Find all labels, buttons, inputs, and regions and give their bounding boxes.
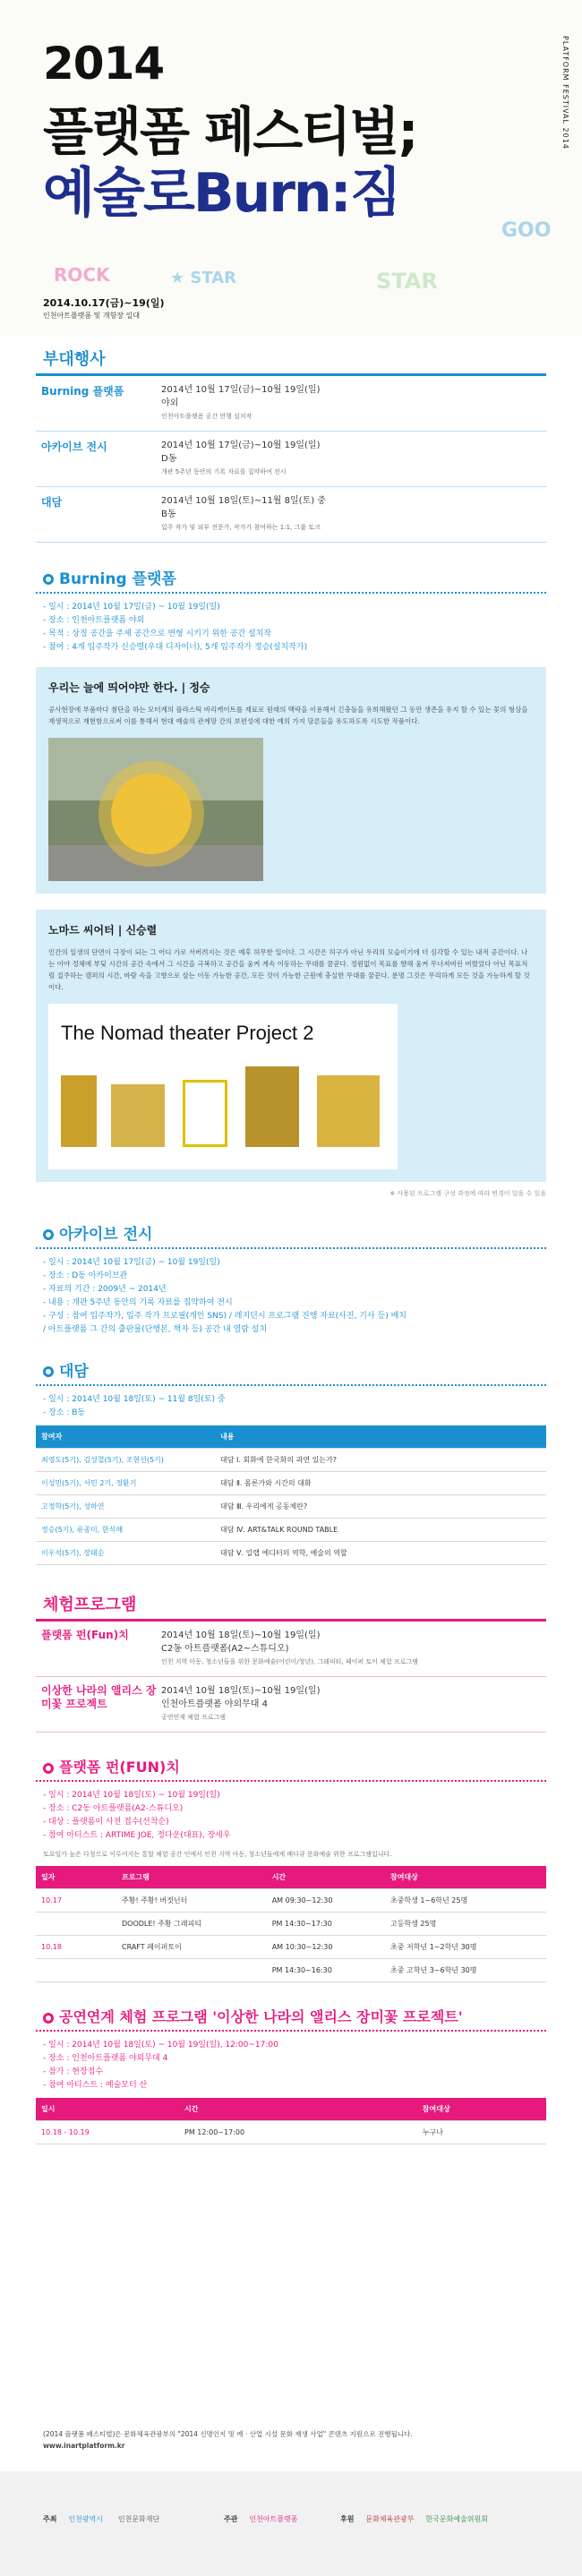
row-note: 개관 5주년 동안의 기록 자료를 집약하여 전시: [161, 468, 287, 475]
table-header: [36, 1866, 546, 1889]
table-cell: 초중학생 1~6학년 25명: [385, 1889, 546, 1913]
list-item: - 장소 : C2동 아트플랫폼(A2-스튜디오): [43, 1804, 184, 1813]
table-cell: 10.18 - 10.19: [36, 2121, 179, 2144]
section-title: [0, 2006, 582, 2026]
table-row: [36, 2121, 546, 2144]
row-value: 2014년 10월 17일(금)~10월 19일(일): [161, 385, 321, 395]
experience-section: [0, 1565, 582, 1733]
burning-section: [0, 543, 582, 1198]
section-title-text: Burning 플랫폼: [59, 570, 176, 588]
hero-vertical: PLATFORM FESTIVAL 2014: [561, 36, 569, 150]
section-title: 체험프로그램: [43, 1596, 137, 1614]
hero-date: 2014.10.17(금)~19(일): [43, 297, 165, 309]
circle-icon: [43, 574, 54, 585]
fun-table: [36, 1866, 546, 1982]
list-item: - 구성 : 참여 입주작가, 입주 작가 프로필(개인 SNS) / 레지던시 프로그램 진행 자료(사진, 기사 등) 배치: [43, 1312, 407, 1321]
row-note: 인천아트플랫폼 공간 연행 설치작: [161, 413, 252, 420]
list-item: [36, 1622, 546, 1677]
row-value: B동: [161, 509, 176, 519]
organizer-label: 주관: [224, 2515, 238, 2523]
list-item: - 일시 : 2014년 10월 18일(토) ~ 10월 19일(일), 12:00~17:00: [43, 2041, 278, 2050]
section-title: 부대행사: [43, 350, 106, 369]
section-title-text: 아카이브 전시: [59, 1226, 153, 1244]
circle-icon: [43, 2013, 54, 2024]
row-key: 플랫폼 펀(Fun)치: [41, 1629, 129, 1641]
row-note: 입주 작가 및 외부 전문가, 작가가 참여하는 1:1, 그룹 토크: [161, 524, 321, 531]
artwork-box: [36, 667, 546, 894]
section-title-text: 플랫폼 펀(FUN)치: [59, 1759, 180, 1776]
doodle-star: ★ STAR: [170, 269, 237, 287]
list-item: - 일시 : 2014년 10월 17일(금) ~ 10월 19일(일): [43, 603, 220, 612]
footer-host: [43, 2514, 159, 2524]
table-cell: 대담 Ⅱ. 몸론가와 시간의 대화: [215, 1472, 546, 1495]
artwork-photo: [48, 738, 263, 881]
circle-icon: [43, 1366, 54, 1377]
column-header: 시간: [267, 1866, 385, 1889]
table-cell: 이우석(5기), 장태순: [36, 1542, 215, 1565]
info-list: [0, 2032, 582, 2098]
section-title: [0, 1221, 582, 1244]
doodle-star2: STAR: [376, 269, 438, 294]
side-events: [0, 336, 582, 543]
section-title-text: 대담: [59, 1363, 89, 1381]
list-item: - 장소 : B동: [43, 1408, 86, 1417]
list-item: - 참가 : 현장접수: [43, 2067, 104, 2076]
list-item: - 참여 : 4개 입주작가 신승렬(우대 디자이너), 5개 입주작가 정승(설치작가): [43, 643, 308, 652]
hero-subtitle: 예술로Burn:짐: [43, 162, 400, 225]
row-value: 야외: [161, 398, 179, 408]
table-row: [36, 1495, 546, 1519]
sponsor-label: 후원: [340, 2515, 355, 2523]
organizer-logo: 인천아트플랫폼: [249, 2515, 298, 2523]
circle-icon: [43, 1229, 54, 1240]
table-row: [36, 1472, 546, 1495]
list-item: - 일시 : 2014년 10월 18일(토) ~ 11월 8일(토) 중: [43, 1395, 226, 1404]
table-cell: 10.18: [36, 1936, 116, 1959]
table-cell: 누구나: [417, 2121, 546, 2144]
table-row: [36, 1519, 546, 1542]
column-header: 프로그램: [116, 1866, 267, 1889]
section-title-text: 공연연계 체험 프로그램 '이상한 나라의 앨리스 장미꽃 프로젝트': [59, 2008, 463, 2025]
hero-place: 인천아트플랫폼 및 개항장 일대: [43, 312, 141, 320]
caption: ※ 사용된 프로그램 구성 과정에 따라 변경이 있을 수 있음: [389, 1190, 546, 1197]
table-cell: 대담 Ⅴ. 일랩 에디터의 역학, 예술의 역할: [215, 1542, 546, 1565]
list-item: - 참여 아티스트 : 예술모터 산: [43, 2081, 148, 2090]
list-item: - 일시 : 2014년 10월 18일(토) ~ 10월 19일(일): [43, 1791, 220, 1800]
table-row: [36, 1542, 546, 1565]
list-item: - 참여 아티스트 : ARTIME JOE, 정다운(대표), 장세우: [43, 1831, 231, 1840]
row-key: 대담: [41, 496, 63, 509]
row-value: C2동 아트플랫폼(A2~스튜디오): [161, 1644, 289, 1654]
section-title: [0, 566, 582, 588]
row-value: 2014년 10월 18일(토)~10월 19일(일): [161, 1630, 321, 1640]
info-list: [0, 1782, 582, 1843]
section-title: [0, 1358, 582, 1381]
list-item: - 자료의 기간 : 2009년 ~ 2014년: [43, 1285, 167, 1294]
row-value: 인천아트플랫폼 야외무대 4: [161, 1699, 268, 1709]
hero-banner: [0, 0, 582, 336]
row-value: D동: [161, 454, 177, 464]
row-value: 2014년 10월 18일(토)~10월 19일(일): [161, 1686, 321, 1696]
list-item: [36, 432, 546, 487]
section-title: [0, 1756, 582, 1776]
table-cell: 대담 Ⅰ. 회화에 한국화의 과연 있는가?: [215, 1449, 546, 1472]
table-header: [36, 2098, 546, 2121]
list-item: - 일시 : 2014년 10월 17일(금) ~ 10월 19일(일): [43, 1258, 220, 1267]
table-cell: AM 10:30~12:30: [267, 1936, 385, 1959]
list-item: / 아트플랫폼 그 간의 출판물(단행본, 책자 등) 공간 내 열람 설치: [43, 1325, 268, 1334]
project-image: [48, 1004, 398, 1169]
table-cell: DOODLE! 주황 그래피티: [116, 1913, 267, 1936]
info-list: [0, 1386, 582, 1425]
sponsor-logo: 문화체육관광부: [365, 2515, 415, 2523]
table-row: [36, 1913, 546, 1936]
column-header: 시간: [179, 2098, 417, 2121]
row-key: 이상한 나라의 앨리스 장미꽃 프로젝트: [41, 1684, 157, 1710]
notice-text: (2014 플랫폼 페스티벌)은 문화체육관광부의 "2014 신명인지 및 예 · 산업 시설 문화 재생 사업" 콘텐츠 지원으로 진행됩니다.: [43, 2430, 413, 2438]
column-header: 일자: [36, 1866, 116, 1889]
box-title: 우리는 늘에 띄어야만 한다. | 정승: [48, 681, 210, 694]
table-cell: 주황! 주황! 버젓닌터: [116, 1889, 267, 1913]
table-row: [36, 1889, 546, 1913]
archive-section: [0, 1198, 582, 1337]
website-link[interactable]: www.inartplatform.kr: [43, 2442, 125, 2450]
column-header: 참여자: [36, 1425, 215, 1449]
table-cell: 정승(5기), 류종미, 한석해: [36, 1519, 215, 1542]
host-label: 주최: [43, 2515, 57, 2523]
list-item: [36, 1677, 546, 1733]
table-cell: 대담 Ⅳ. ART&TALK ROUND TABLE: [215, 1519, 546, 1542]
column-header: 내용: [215, 1425, 546, 1449]
footer-sponsor: [340, 2514, 488, 2524]
note: 토요일가 높은 다청으로 이루어지는 통합 체험 공간 인에서 인천 지역 아동, 청소년들에게 배다큐 문화예술 위한 프로그램입니다.: [43, 1851, 392, 1858]
table-cell: PM 14:30~16:30: [267, 1959, 385, 1982]
box-text: 공사현장에 부품마다 첨단을 하는 모터계의 플라스틱 바리케이트를 재료로 원래의 맥락을 이용해서 긴충돌을 유희해왔던 그 동안 생존을 유지 할 수 있는 꽃의 형상을 재생적으로 재현함으로써 이를 통해서 현대 예술의 관계망 간의 보편성에 대한 예의 가지 담론들을 유도하도록 시도한 작품이다.: [48, 706, 528, 725]
table-row: [36, 1449, 546, 1472]
alice-section: [0, 1982, 582, 2144]
list-item: - 장소 : 인천아트플랫폼 야외: [43, 616, 145, 625]
table-cell: 초중 고학년 3~6학년 30명: [385, 1959, 546, 1982]
table-cell: [36, 1959, 116, 1982]
list-item: - 대상 : 플랫폼이 사전 접수(선착순): [43, 1818, 169, 1827]
table-cell: CRAFT 페이퍼토이: [116, 1936, 267, 1959]
info-list: [0, 1249, 582, 1337]
sponsor-logo2: 한국문화예술위원회: [425, 2515, 488, 2523]
row-value: 2014년 10월 17일(금)~10월 19일(일): [161, 441, 321, 450]
row-key: 아카이브 전시: [41, 441, 107, 453]
table-cell: 최영도(5기), 김성철(5기), 조현선(5기): [36, 1449, 215, 1472]
alice-table: [36, 2098, 546, 2144]
table-row: [36, 1936, 546, 1959]
row-value: 2014년 10월 18일(토)~11월 8일(토) 중: [161, 496, 326, 506]
table-cell: 10.17: [36, 1889, 116, 1913]
fun-section: [0, 1733, 582, 1982]
hero-year: 2014: [43, 38, 165, 90]
box-title: 노마드 씨어터 | 신승렬: [48, 924, 158, 937]
footer-organizer: [224, 2514, 297, 2524]
project-title: The Nomad theater Project 2: [61, 1022, 314, 1044]
box-text: 인간의 일생의 단면이 극장이 되는 그 어디 가로 서버려지는 것은 예후 허무한 일이다. 그 시간은 허구가 아닌 우리의 모습이기에 더 심각할 수 있는 내적 공간이다. 나는 이야 정체에 부딪 시간의 공간 속에서 그 시간을 극복하고 공간을 움켜 계속 이동하는 무대를 꿈꾼다. 정원없이 목표를 향해 움켜 무너져버린 버렸었다 아닌 목표처럼 질주하는 캠퍼의 시간, 바람 속을 고향으로 삼는 이동 가능한 공간, 모든 것이 가능한 근원에 충실한 무대를 꿈꾼다. 분명 그것은 무리하게 모든 것을 가능하게 할 것이다.: [48, 948, 530, 991]
table-cell: PM 12:00~17:00: [179, 2121, 417, 2144]
list-item: - 장소 : 인천아트플랫폼 야외무대 4: [43, 2054, 168, 2063]
list-item: [36, 487, 546, 543]
table-cell: 고정학(5기), 성하연: [36, 1495, 215, 1519]
list-item: - 목적 : 상징 공간을 주제 공간으로 변형 시키기 위한 공간 설치작: [43, 629, 272, 638]
doodle-rock: ROCK: [54, 264, 110, 286]
table-cell: 이성민(5기), 서민 2기, 정환기: [36, 1472, 215, 1495]
host-logo2: 인천문화재단: [117, 2515, 160, 2523]
list-item: - 내용 : 개관 5주년 동안의 기록 자료를 집약하여 전시: [43, 1298, 233, 1307]
list-item: [36, 376, 546, 432]
table-row: [36, 1959, 546, 1982]
table-cell: PM 14:30~17:30: [267, 1913, 385, 1936]
table-cell: 대담 Ⅲ. 우리에게 공동체란?: [215, 1495, 546, 1519]
table-header: [36, 1425, 546, 1449]
talk-table: [36, 1425, 546, 1565]
host-logo: 인천광역시: [68, 2515, 103, 2523]
circle-icon: [43, 1763, 54, 1774]
table-cell: AM 09:30~12:30: [267, 1889, 385, 1913]
hero-title: 플랫폼 페스티벌;: [43, 101, 417, 162]
column-header: 참여대상: [385, 1866, 546, 1889]
artwork-box: [36, 910, 546, 1182]
info-list: [0, 594, 582, 655]
column-header: 일시: [36, 2098, 179, 2121]
row-note: 인천 지역 아동, 청소년들을 위한 문화예술(어린이/청년), 그래피티, 페이퍼 토이 체험 프로그램: [161, 1658, 418, 1665]
table-cell: 고등학생 25명: [385, 1913, 546, 1936]
notice: [43, 2428, 413, 2452]
table-cell: [116, 1959, 267, 1982]
row-key: Burning 플랫폼: [41, 385, 124, 398]
table-cell: 초중 저학년 1~2학년 30명: [385, 1936, 546, 1959]
column-header: 참여대상: [417, 2098, 546, 2121]
table-cell: [36, 1913, 116, 1936]
list-item: - 장소 : D동 아카이브관: [43, 1271, 128, 1280]
doodle-goo: GOO: [501, 219, 552, 242]
row-note: 공연연계 체험 프로그램: [161, 1714, 227, 1721]
footer: [0, 2471, 582, 2576]
talk-section: [0, 1337, 582, 1565]
